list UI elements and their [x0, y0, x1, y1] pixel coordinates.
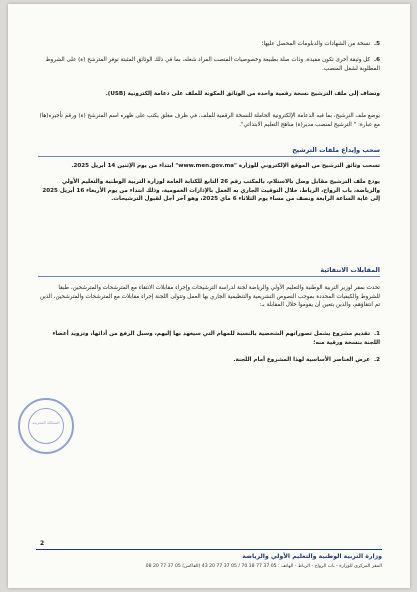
section-title-submission: سحب وإيداع ملفات الترشيح: [292, 146, 380, 154]
list-item: [38, 56, 380, 73]
page-number: 2: [40, 540, 45, 547]
list-item: [48, 356, 380, 365]
envelope-note: يوضع ملف الترشيح، بما فيه الدعامة الإلكترونية الحاملة للنسخة الرقمية للملف، في ظرف مغلق يكتب على ظهره اسم المترشح (ة) ورقم تأجيره(ها) مع عبارة: " الترشيح لمنصب مدير(ة) مناهج التعليم الابتدائي".: [39, 113, 380, 128]
item-number: 1.: [373, 331, 380, 337]
item-number: 5.: [373, 41, 380, 47]
item-text: كل وثيقة أخرى تكون مفيدة، وذات صلة بطبيعة وخصوصيات المنصب المراد شغله، بما في ذلك الوثائق المثبتة توفر المترشح (ة) على الشروط المطلوبة لشغل المنصب.: [45, 57, 380, 72]
section2-paragraph: تحدث بمقر لوزير التربية الوطنية والتعليم الأولي والرياضة لجنة لدراسة الترشيحات وإجراء مقابلات الانتقاء مع المترشحات والمترشحين، طبقا للشروط والكيفيات المحددة بموجب النصوص التشريعية والتنظيمية الجاري بها العمل وتتولى اللجنة إجراء مقابلات مع المترشحات والمترشحين، الذين تم انتقاؤهم، والذين يتعين أن يقوموا خلال المقابلة بـ:: [39, 285, 380, 309]
item-number: 2.: [373, 357, 380, 363]
item-text: عرض العناصر الأساسية لهذا المشروع أمام اللجنة.: [233, 357, 371, 363]
item-number: 6.: [373, 57, 380, 63]
section-title-interviews: المقابلات الانتقائية: [320, 266, 380, 274]
usb-note: وتضاف إلى ملف الترشيح نسخة رقمية واحدة من الوثائق المكونة للملف على دعامة إلكترونية (USB).: [105, 91, 380, 97]
list-item: [48, 330, 380, 347]
footer-address: المقر المركزي للوزارة - باب الرواح - الرباط - الهاتف : 05 37 77 18 70 / 05 37 77 20 43 (الفاكس) 05 37 77 20 08: [145, 564, 382, 569]
footer-divider: [36, 549, 382, 550]
document-page: [8, 4, 410, 588]
section1-paragraph-2: يودع ملف الترشيح مقابل وصل بالاستلام، بالمكتب رقم 26 التابع للكتابة العامة لوزارة التربية الوطنية والتعليم الأولي والرياضة، باب الرواح، الرباط، خلال التوقيت الجاري به العمل بالإدارات العمومية، وذلك ابتداء من يوم الأربعاء 16 أبريل 2025 إلى غاية الساعة الرابعة ونصف من مساء يوم الثلاثاء 6 ماي 2025، وهو آخر أجل لقبول الترشيحات.: [42, 179, 380, 203]
item-text: نسخة من الشهادات والدبلومات المحصل عليها؛: [261, 41, 371, 47]
section-divider: [38, 156, 380, 157]
official-stamp: [18, 398, 74, 454]
footer-ministry: وزارة التربية الوطنية والتعليم الأولي والرياضة: [242, 553, 382, 560]
list-item: [38, 40, 380, 49]
section-divider: [38, 276, 380, 277]
section1-paragraph-1: تسحب وثائق الترشيح من الموقع الإلكتروني للوزارة "www.men.gov.ma" ابتداء من يوم الإثنين 14 أبريل 2025.: [71, 163, 380, 169]
item-text: تقديم مشروع يشمل تصوراتهم الشخصية بالنسبة للمهام التي سيعهد بها إليهم، وسبل الرفع من أدائها، وتزويد أعضاء اللجنة بنسخة ورقية منه؛: [52, 331, 380, 346]
stamp-text: المملكة المغربية: [28, 408, 64, 444]
